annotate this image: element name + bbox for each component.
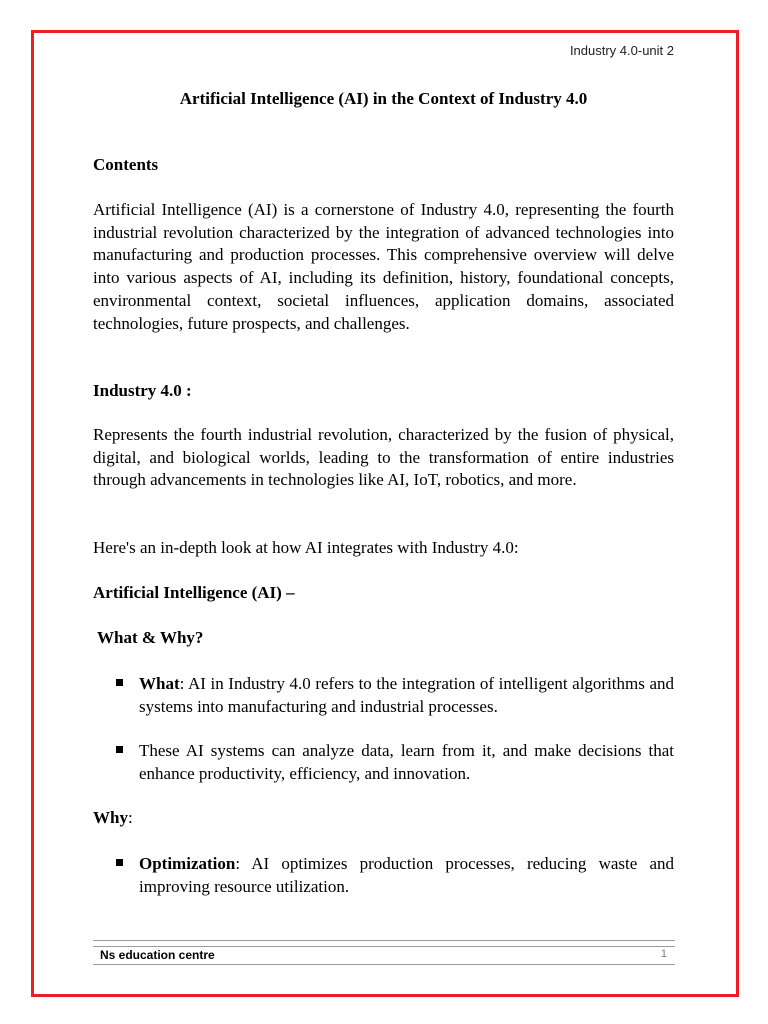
why-colon: :	[127, 808, 133, 827]
bullet-optimization-text	[139, 852, 674, 898]
bullet-what-bold: What	[139, 674, 180, 693]
footer-label: Ns education centre	[100, 948, 215, 962]
bullet-optimization-rest: : AI optimizes production processes, reducing waste and improving resource utilization.	[139, 854, 674, 896]
bullet-optimization-bold: Optimization	[139, 854, 236, 873]
page-number: 1	[660, 948, 667, 960]
bullet-what-text	[139, 672, 674, 718]
bullet-what-rest: : AI in Industry 4.0 refers to the integration of intelligent algorithms and systems into manufacturing and industrial processes.	[139, 674, 674, 716]
lookline-paragraph: Here's an in-depth look at how AI integrates with Industry 4.0:	[93, 538, 519, 557]
bullet-systems-text: These AI systems can analyze data, learn from it, and make decisions that enhance productivity, efficiency, and innovation.	[139, 741, 674, 783]
what-why-heading: What & Why?	[97, 628, 204, 647]
why-bold: Why	[93, 808, 128, 827]
ai-heading: Artificial Intelligence (AI) –	[93, 583, 295, 602]
document-title: Artificial Intelligence (AI) in the Context of Industry 4.0	[179, 89, 588, 108]
industry-paragraph: Represents the fourth industrial revolution, characterized by the fusion of physical, digital, and biological worlds, leading to the transformation of entire industries through advancements in technologies like AI, IoT, robotics, and more.	[93, 425, 674, 490]
contents-heading: Contents	[93, 155, 159, 174]
footer-rule-middle	[93, 946, 675, 947]
industry-heading: Industry 4.0 :	[93, 381, 192, 400]
footer-rule-bottom	[93, 964, 675, 965]
bullet-square-icon	[116, 746, 123, 753]
header-label: Industry 4.0-unit 2	[569, 43, 674, 58]
bullet-square-icon	[116, 679, 123, 686]
footer-rule-top	[93, 940, 675, 941]
bullet-square-icon	[116, 859, 123, 866]
intro-paragraph: Artificial Intelligence (AI) is a cornerstone of Industry 4.0, representing the fourth industrial revolution characterized by the integration of advanced technologies into manufacturing and production processes. This comprehensive overview will delve into various aspects of AI, including its definition, history, foundational concepts, environmental context, societal influences, application domains, associated technologies, future prospects, and challenges.	[93, 200, 674, 333]
why-heading	[93, 807, 133, 829]
